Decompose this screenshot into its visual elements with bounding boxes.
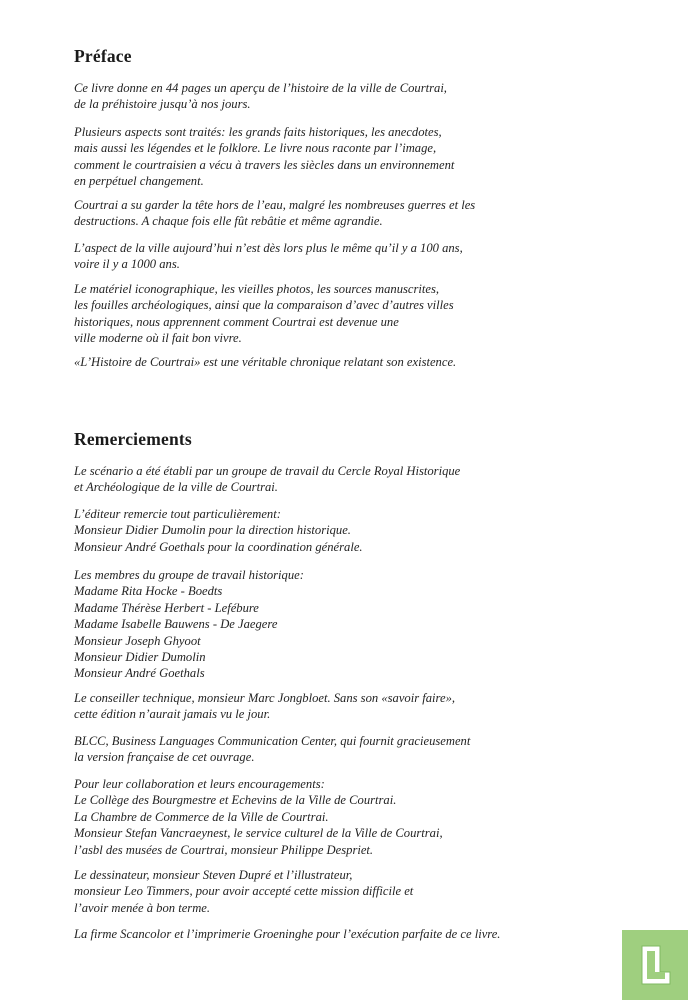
- text-line: Monsieur Didier Dumolin: [74, 650, 206, 665]
- text-line: BLCC, Business Languages Communication Center, qui fournit gracieusement: [74, 734, 471, 748]
- remerciements-paragraph-8: [74, 926, 500, 942]
- remerciements-paragraph-1: [74, 463, 460, 496]
- text-line: en perpétuel changement.: [74, 174, 204, 189]
- text-line: L’éditeur remercie tout particulièrement:: [74, 507, 281, 521]
- preface-paragraph-2: [74, 124, 454, 190]
- preface-paragraph-1: [74, 80, 447, 113]
- text-line: la version française de cet ouvrage.: [74, 750, 255, 765]
- text-line: l’avoir menée à bon terme.: [74, 900, 211, 915]
- text-line: La firme Scancolor et l’imprimerie Groeninghe pour l’exécution parfaite de ce livre.: [74, 927, 501, 941]
- text-line: Madame Isabelle Bauwens - De Jaegere: [74, 617, 278, 632]
- text-line: La Chambre de Commerce de la Ville de Courtrai.: [74, 809, 329, 824]
- text-line: Monsieur André Goethals pour la coordination générale.: [74, 539, 363, 554]
- remerciements-paragraph-7: [74, 867, 413, 916]
- text-line: Le Collège des Bourgmestre et Echevins de la Ville de Courtrai.: [74, 793, 397, 808]
- preface-paragraph-6: [74, 354, 456, 370]
- text-line: L’aspect de la ville aujourd’hui n’est dès lors plus le même qu’il y a 100 ans,: [74, 241, 463, 255]
- letter-l-logo-icon: [636, 942, 676, 988]
- remerciements-paragraph-5: [74, 733, 470, 766]
- text-line: Le dessinateur, monsieur Steven Dupré et l’illustrateur,: [74, 868, 353, 882]
- remerciements-paragraph-2: [74, 506, 363, 555]
- text-line: et Archéologique de la ville de Courtrai.: [74, 480, 278, 495]
- text-line: de la préhistoire jusqu’à nos jours.: [74, 97, 251, 112]
- text-line: Ce livre donne en 44 pages un aperçu de l’histoire de la ville de Courtrai,: [74, 81, 447, 95]
- preface-paragraph-3: [74, 197, 475, 230]
- text-line: ville moderne où il fait bon vivre.: [74, 331, 242, 346]
- text-line: Pour leur collaboration et leurs encouragements:: [74, 777, 325, 791]
- text-line: destructions. A chaque fois elle fût rebâtie et même agrandie.: [74, 214, 383, 229]
- text-line: Monsieur André Goethals: [74, 666, 205, 681]
- text-line: Monsieur Joseph Ghyoot: [74, 633, 201, 648]
- remerciements-paragraph-4: [74, 690, 455, 723]
- text-line: Madame Thérèse Herbert - Lefébure: [74, 600, 259, 615]
- preface-paragraph-4: [74, 240, 463, 273]
- text-line: Les membres du groupe de travail historique:: [74, 568, 304, 582]
- remerciements-heading: Remerciements: [74, 429, 192, 449]
- text-line: «L’Histoire de Courtrai» est une véritable chronique relatant son existence.: [74, 355, 457, 369]
- text-line: Le conseiller technique, monsieur Marc Jongbloet. Sans son «savoir faire»,: [74, 691, 456, 705]
- text-line: Le scénario a été établi par un groupe de travail du Cercle Royal Historique: [74, 464, 461, 478]
- remerciements-paragraph-3: [74, 567, 304, 682]
- text-line: comment le courtraisien a vécu à travers les siècles dans un environnement: [74, 157, 455, 172]
- text-line: Plusieurs aspects sont traités: les grands faits historiques, les anecdotes,: [74, 125, 442, 139]
- text-line: voire il y a 1000 ans.: [74, 257, 180, 272]
- text-line: Madame Rita Hocke - Boedts: [74, 584, 223, 599]
- text-line: Le matériel iconographique, les vieilles photos, les sources manuscrites,: [74, 282, 440, 296]
- text-line: les fouilles archéologiques, ainsi que la comparaison d’avec d’autres villes: [74, 298, 454, 313]
- text-line: monsieur Leo Timmers, pour avoir accepté cette mission difficile et: [74, 884, 414, 899]
- text-line: mais aussi les légendes et le folklore. Le livre nous raconte par l’image,: [74, 141, 437, 156]
- text-line: historiques, nous apprennent comment Courtrai est devenue une: [74, 314, 399, 329]
- text-line: l’asbl des musées de Courtrai, monsieur Philippe Despriet.: [74, 842, 374, 857]
- text-line: Monsieur Didier Dumolin pour la direction historique.: [74, 523, 351, 538]
- remerciements-paragraph-6: [74, 776, 443, 858]
- text-line: Monsieur Stefan Vancraeynest, le service culturel de la Ville de Courtrai,: [74, 826, 443, 841]
- preface-paragraph-5: [74, 281, 454, 347]
- text-line: cette édition n’aurait jamais vu le jour.: [74, 707, 271, 722]
- preface-heading: Préface: [74, 46, 132, 66]
- text-line: Courtrai a su garder la tête hors de l’eau, malgré les nombreuses guerres et les: [74, 198, 476, 212]
